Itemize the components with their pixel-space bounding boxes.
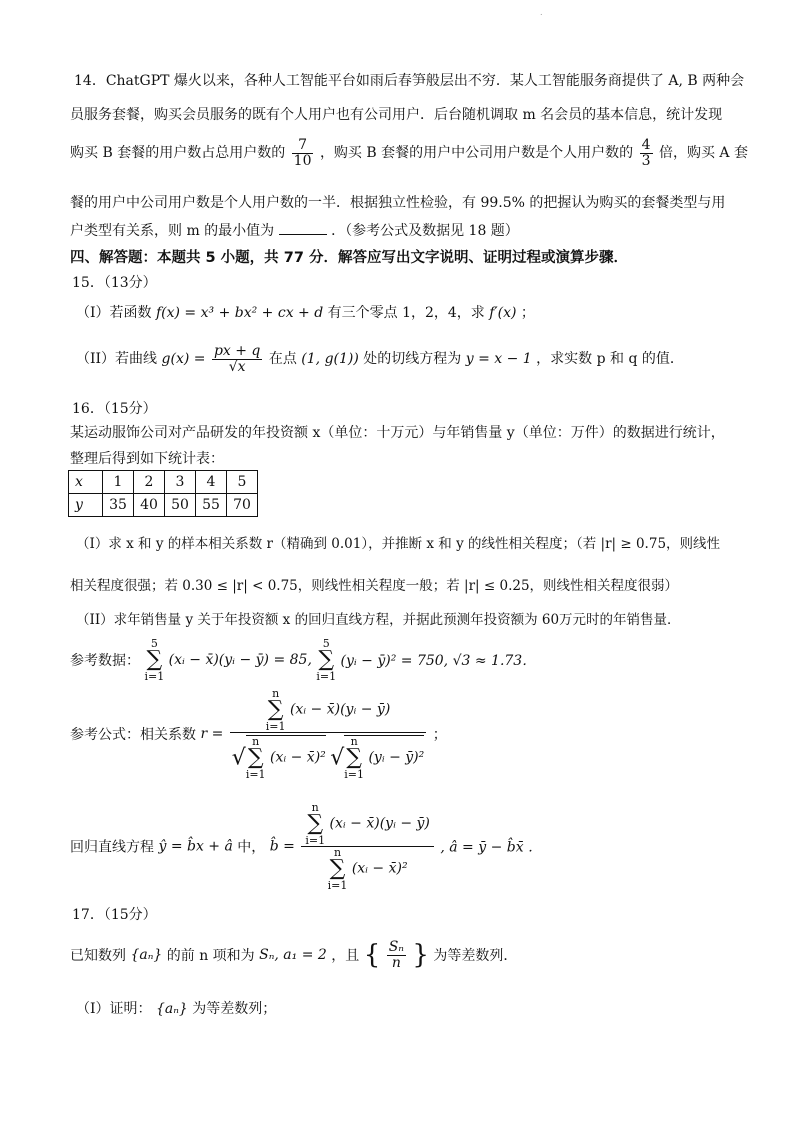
- q17-part1: [76, 998, 276, 1018]
- sum-top: n: [252, 735, 260, 748]
- sum-symbol: [266, 688, 286, 732]
- reg-eq: ŷ = b̂x + â: [158, 838, 233, 855]
- a-eq: , â = ȳ − b̂x̄ ．: [440, 839, 543, 856]
- brace-right-icon: }: [412, 940, 429, 971]
- q16-ref-data: [70, 638, 536, 682]
- reg-label: 回归直线方程: [70, 839, 154, 856]
- table-cell: 3: [165, 471, 196, 494]
- q15-part2c: 处的切线方程为: [363, 351, 462, 368]
- q16-header: 16．（15分）: [72, 401, 157, 417]
- r-equals: r =: [200, 726, 224, 742]
- q14-line3a: 购买 B 套餐的用户数占总用户数的: [70, 145, 286, 162]
- q16-part1b: 相关程度很强；若 0.30 ≤ |r| < 0.75，则线性相关程度一般；若 |r| ≤ 0.25，则线性相关程度很弱）: [70, 578, 679, 594]
- q16-part1a: （I）求 x 和 y 的样本相关系数 r（精确到 0.01），并推断 x 和 y 的线性相关程度；（若 |r| ≥ 0.75，则线性: [76, 536, 721, 552]
- q14-line5a: 户类型有关系，则 m 的最小值为: [70, 223, 275, 239]
- q14-answer-blank[interactable]: [279, 234, 327, 235]
- sigma-icon: ∑: [146, 647, 163, 672]
- q14-frac1-num: 7: [292, 138, 314, 154]
- ref-data-expr1: (xᵢ − x̄)(yᵢ − ȳ) = 85,: [168, 652, 312, 668]
- b-fraction: [301, 802, 434, 891]
- sigma-icon: ∑: [318, 647, 335, 672]
- brace-left-icon: {: [363, 940, 381, 971]
- q14-frac2-num: 4: [641, 137, 651, 153]
- sum-symbol: [246, 736, 266, 780]
- sigma-icon: ∑: [346, 745, 362, 770]
- sum-symbol: [344, 736, 364, 780]
- q16-intro1: 某运动服饰公司对产品研发的年投资额 x（单位：十万元）与年销售量 y（单位：万件）的数据进行统计，: [70, 425, 725, 441]
- b-num-expr: (xᵢ − x̄)(yᵢ − ȳ): [329, 815, 430, 832]
- q15-point: (1, g(1)): [301, 351, 359, 368]
- q14-line2: 员服务套餐，购买会员服务的既有个人用户也有公司用户．后台随机调取 m 名会员的基本信息，统计发现: [70, 107, 723, 123]
- q17-line1a: 已知数列: [70, 948, 126, 965]
- sum-symbol: [316, 638, 336, 682]
- q17-frac-num: Sₙ: [388, 939, 404, 955]
- sum-symbol: [144, 638, 164, 682]
- sqrt-icon: √: [330, 745, 345, 771]
- r-denominator: [230, 733, 426, 780]
- top-mark: .: [540, 8, 543, 17]
- q14-line5: [70, 220, 519, 240]
- q17-line1c: ，且: [331, 948, 360, 965]
- q17-part1b: 为等差数列；: [192, 1001, 277, 1017]
- q17-part1a: （I）证明：: [76, 1001, 152, 1017]
- q17-line1: [70, 940, 517, 970]
- q14-line5b: ．（参考公式及数据见 18 题）: [331, 223, 519, 239]
- ref-data-label: 参考数据：: [70, 653, 140, 669]
- sum-symbol: [305, 802, 325, 846]
- section-heading: 四、解答题：本题共 5 小题，共 77 分．解答应写出文字说明、证明过程或演算步骤．: [70, 250, 628, 266]
- q14-fraction-4-3: [640, 138, 653, 168]
- q15-part2a: （II）若曲线: [76, 351, 158, 368]
- sigma-icon: ∑: [267, 697, 284, 722]
- q15-part2d: ，求实数 p 和 q 的值．: [536, 351, 684, 368]
- table-row: [69, 494, 258, 517]
- q14-line4: 餐的用户中公司用户数是个人用户数的一半．根据独立性检验，有 99.5% 的把握认为购买的套餐类型与用: [70, 195, 726, 211]
- table-cell: 1: [103, 471, 134, 494]
- q16-ref-formula: [70, 688, 447, 780]
- q16-part2: （II）求年销售量 y 关于年投资额 x 的回归直线方程，并据此预测年投资额为 60万元时的年销售量．: [76, 612, 681, 628]
- table-cell: 50: [165, 494, 196, 517]
- sigma-icon: ∑: [329, 856, 346, 881]
- q14-frac2-den: 3: [641, 152, 651, 169]
- q14-fraction-7-10: [292, 138, 314, 168]
- q15-part2: [76, 344, 684, 374]
- q14-line3: [70, 138, 748, 168]
- sum-bottom: i=1: [327, 879, 348, 892]
- sqrt-icon: √: [231, 745, 246, 771]
- table-cell: 35: [103, 494, 134, 517]
- sum-bottom: i=1: [316, 670, 337, 683]
- r-den-expr2: (yᵢ − ȳ)²: [368, 749, 425, 766]
- q15-g-lhs: g(x) =: [161, 351, 206, 368]
- sum-bottom: i=1: [144, 670, 165, 683]
- r-numerator: [230, 688, 426, 733]
- sum-top: 5: [150, 637, 158, 650]
- table-cell: 55: [196, 494, 227, 517]
- b-numerator: [301, 802, 434, 847]
- q15-g-den: √x: [228, 358, 246, 375]
- sum-bottom: i=1: [245, 768, 266, 781]
- q15-derivative: f′(x): [489, 305, 517, 321]
- ref-formula-label: 参考公式：相关系数: [70, 727, 196, 743]
- table-cell: x: [69, 471, 103, 494]
- q15-g-fraction: [212, 344, 262, 374]
- q16-intro2: 整理后得到如下统计表：: [70, 451, 224, 467]
- b-den-expr: (xᵢ − x̄)²: [351, 860, 408, 877]
- q15-part2b: 在点: [268, 351, 297, 368]
- reg-mid: 中，: [237, 839, 266, 856]
- q17-line1d: 为等差数列．: [433, 948, 518, 965]
- sum-top: n: [272, 687, 280, 700]
- q17-header: 17．（15分）: [72, 907, 157, 923]
- sigma-icon: ∑: [307, 811, 324, 836]
- table-row: [69, 471, 258, 494]
- table-cell: 5: [227, 471, 258, 494]
- sigma-icon: ∑: [247, 745, 264, 770]
- q14-frac1-den: 10: [293, 152, 312, 169]
- table-cell: 70: [227, 494, 258, 517]
- q15-function-formula: f(x) = x³ + bx² + cx + d: [155, 305, 324, 321]
- q17-sn: Sₙ, a₁ = 2: [259, 947, 327, 964]
- table-cell: 4: [196, 471, 227, 494]
- sum-bottom: i=1: [344, 768, 364, 781]
- b-equals: b̂ =: [269, 838, 295, 855]
- sum-top: n: [311, 801, 319, 814]
- q14-line1: 14．ChatGPT 爆火以来，各种人工智能平台如雨后春笋般层出不穷．某人工智能服务商提供了 A, B 两种会: [74, 73, 745, 89]
- table-cell: y: [69, 494, 103, 517]
- q14-line3b: ，购买 B 套餐的用户中公司用户数是个人用户数的: [319, 145, 634, 162]
- q15-g-num: px + q: [213, 343, 261, 359]
- q17-seq: {aₙ}: [130, 947, 163, 964]
- q16-regression: [70, 802, 542, 891]
- table-cell: 40: [134, 494, 165, 517]
- table-cell: 2: [134, 471, 165, 494]
- q17-line1b: 的前 n 项和为: [166, 948, 255, 965]
- r-den-expr1: (xᵢ − x̄)²: [270, 749, 326, 766]
- q15-tangent-line: y = x − 1: [465, 351, 532, 368]
- sum-symbol: [328, 847, 348, 891]
- ref-data-expr2: (yᵢ − ȳ)² = 750, √3 ≈ 1.73．: [340, 653, 537, 669]
- sum-bottom: i=1: [265, 720, 286, 733]
- q14-line3c: 倍，购买 A 套: [658, 145, 748, 162]
- sum-top: n: [333, 846, 342, 859]
- semicolon: ；: [432, 727, 447, 743]
- q17-fraction: [387, 940, 406, 970]
- q15-part1b: 有三个零点 1，2，4，求: [327, 305, 485, 321]
- q15-header: 15．（13分）: [72, 275, 157, 291]
- q15-part1c: ；: [520, 305, 535, 321]
- q17-frac-den: n: [391, 954, 401, 971]
- q15-part1a: （I）若函数: [76, 305, 152, 321]
- sum-top: n: [350, 735, 358, 748]
- r-num-expr: (xᵢ − x̄)(yᵢ − ȳ): [289, 701, 391, 718]
- q17-part1-seq: {aₙ}: [155, 1001, 188, 1017]
- sum-bottom: i=1: [305, 834, 326, 847]
- sum-top: 5: [322, 637, 330, 650]
- r-fraction: [230, 688, 426, 780]
- q15-part1: [76, 302, 535, 322]
- b-denominator: [301, 847, 434, 891]
- q16-stats-table: [68, 470, 258, 517]
